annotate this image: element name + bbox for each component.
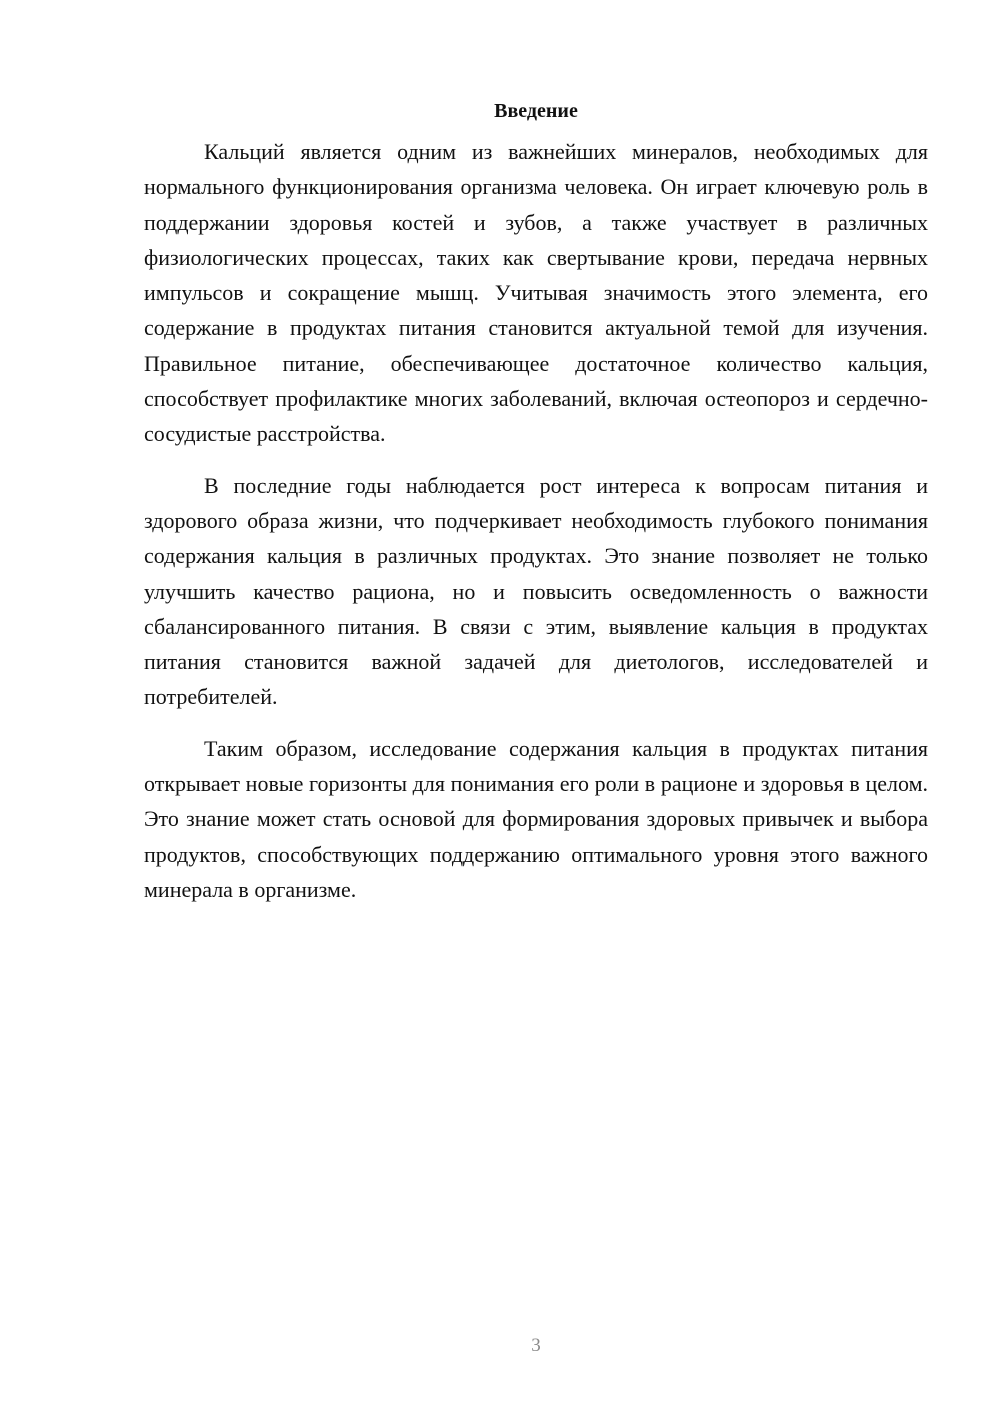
page-content	[144, 96, 928, 907]
page-number: 3	[531, 1335, 541, 1356]
paragraph-2: В последние годы наблюдается рост интереса к вопросам питания и здорового образа жизни, что подчеркивает необходимость глубокого понимания содержания кальция в различных продуктах. Это знание позволяет не только улучшить качество рациона, но и повысить осведомленность о важности сбалансированного питания. В связи с этим, выявление кальция в продуктах питания становится важной задачей для диетологов, исследователей и потребителей.	[144, 472, 928, 710]
section-heading: Введение	[494, 100, 578, 122]
paragraph-3: Таким образом, исследование содержания кальция в продуктах питания открывает новые горизонты для понимания его роли в рационе и здоровья в целом. Это знание может стать основой для формирования здоровых привычек и выбора продуктов, способствующих поддержанию оптимального уровня этого важного минерала в организме.	[144, 735, 928, 902]
paragraph-1: Кальций является одним из важнейших минералов, необходимых для нормального функционирования организма человека. Он играет ключевую роль в поддержании здоровья костей и зубов, а также участвует в различных физиологических процессах, таких как свертывание крови, передача нервных импульсов и сокращение мышц. Учитывая значимость этого элемента, его содержание в продуктах питания становится актуальной темой для изучения. Правильное питание, обеспечивающее достаточное количество кальция, способствует профилактике многих заболеваний, включая остеопороз и сердечно-сосудистые расстройства.	[144, 139, 928, 447]
